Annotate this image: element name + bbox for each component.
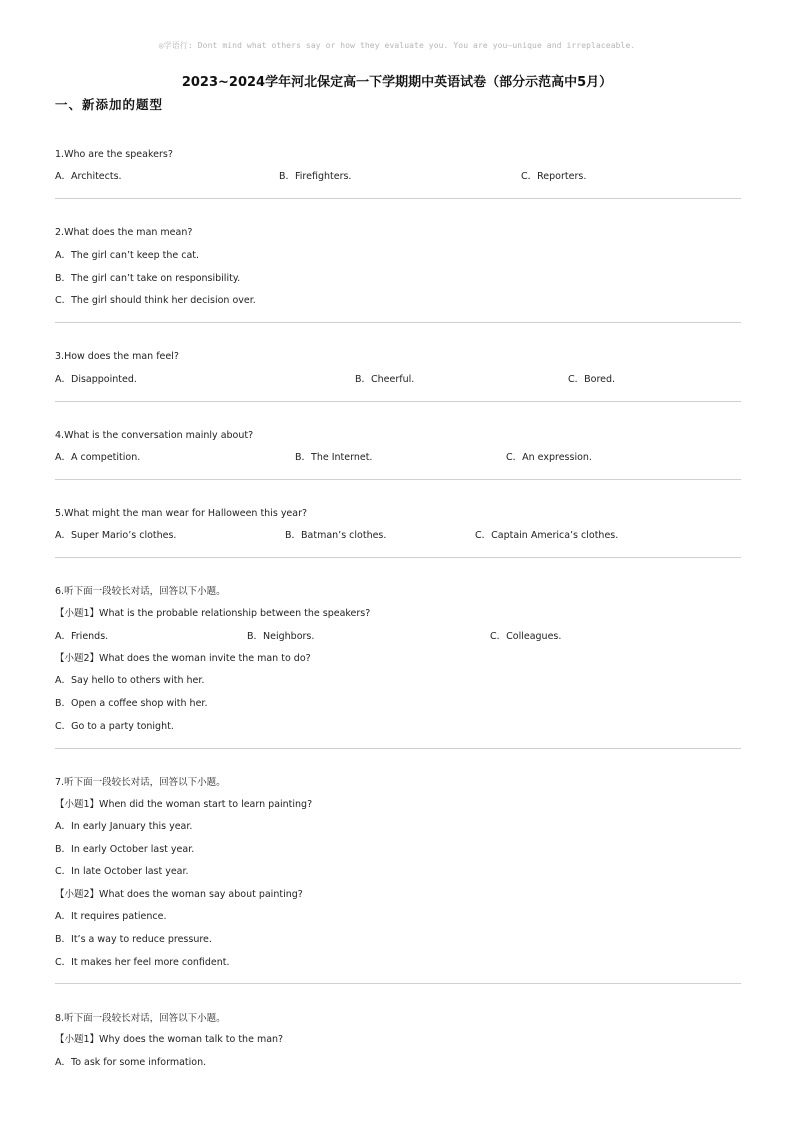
section-heading: 一、新添加的题型 (55, 97, 164, 112)
question-7-sub-1-option-a[interactable]: A．In early January this year. (55, 821, 193, 832)
question-2-stem: 2.What does the man mean? (55, 227, 193, 238)
question-2-option-c[interactable]: C．The girl should think her decision over. (55, 295, 256, 306)
question-6-sub-1-option-b[interactable]: B．Neighbors. (247, 631, 315, 642)
question-7-sub-2-option-a[interactable]: A．It requires patience. (55, 911, 167, 922)
question-5-option-b[interactable]: B．Batman’s clothes. (285, 530, 387, 541)
question-3-option-b[interactable]: B．Cheerful. (355, 374, 415, 385)
question-3-option-c[interactable]: C．Bored. (568, 374, 616, 385)
divider (55, 748, 741, 749)
divider (55, 322, 741, 323)
question-6-sub-1-stem: 【小题1】What is the probable relationship between the speakers? (55, 608, 371, 619)
question-5-stem: 5.What might the man wear for Halloween this year? (55, 508, 308, 519)
question-7-sub-2-stem: 【小题2】What does the woman say about painting? (55, 889, 303, 900)
question-3-option-a[interactable]: A．Disappointed. (55, 374, 137, 385)
question-4-option-a[interactable]: A．A competition. (55, 452, 141, 463)
question-3-stem: 3.How does the man feel? (55, 351, 179, 362)
question-7-stem: 7.听下面一段较长对话，回答以下小题。 (55, 777, 226, 788)
question-7-sub-2-option-b[interactable]: B．It’s a way to reduce pressure. (55, 934, 212, 945)
question-1-stem: 1.Who are the speakers? (55, 149, 173, 160)
divider (55, 479, 741, 480)
question-8-sub-1-stem: 【小题1】Why does the woman talk to the man? (55, 1034, 284, 1045)
question-1-option-a[interactable]: A．Architects. (55, 171, 122, 182)
question-6-sub-2-option-c[interactable]: C．Go to a party tonight. (55, 721, 174, 732)
question-7-sub-1-option-c[interactable]: C．In late October last year. (55, 866, 189, 877)
question-8-stem: 8.听下面一段较长对话，回答以下小题。 (55, 1013, 226, 1024)
question-6-sub-2-option-a[interactable]: A．Say hello to others with her. (55, 675, 205, 686)
question-7-sub-2-option-c[interactable]: C．It makes her feel more confident. (55, 957, 230, 968)
question-6-stem: 6.听下面一段较长对话，回答以下小题。 (55, 586, 226, 597)
question-1-option-b[interactable]: B．Firefighters. (279, 171, 352, 182)
question-8-sub-1-option-a[interactable]: A．To ask for some information. (55, 1057, 207, 1068)
question-4-stem: 4.What is the conversation mainly about? (55, 430, 254, 441)
question-6-sub-2-option-b[interactable]: B．Open a coffee shop with her. (55, 698, 208, 709)
question-6-sub-1-option-a[interactable]: A．Friends. (55, 631, 109, 642)
watermark-text: ◎学语行: Dont mind what others say or how they evaluate you. You are you—unique and irreplaceable. (158, 41, 636, 50)
question-6-sub-1-option-c[interactable]: C．Colleagues. (490, 631, 562, 642)
divider (55, 198, 741, 199)
divider (55, 557, 741, 558)
question-6-sub-2-stem: 【小题2】What does the woman invite the man to do? (55, 653, 311, 664)
divider (55, 983, 741, 984)
question-4-option-c[interactable]: C．An expression. (506, 452, 592, 463)
question-2-option-b[interactable]: B．The girl can’t take on responsibility. (55, 273, 241, 284)
question-5-option-a[interactable]: A．Super Mario’s clothes. (55, 530, 177, 541)
question-4-option-b[interactable]: B．The Internet. (295, 452, 373, 463)
question-1-option-c[interactable]: C．Reporters. (521, 171, 587, 182)
question-7-sub-1-option-b[interactable]: B．In early October last year. (55, 844, 195, 855)
divider (55, 401, 741, 402)
question-2-option-a[interactable]: A．The girl can’t keep the cat. (55, 250, 200, 261)
question-5-option-c[interactable]: C．Captain America’s clothes. (475, 530, 619, 541)
page-title: 2023~2024学年河北保定高一下学期期中英语试卷（部分示范高中5月） (181, 75, 613, 90)
question-7-sub-1-stem: 【小题1】When did the woman start to learn painting? (55, 799, 313, 810)
